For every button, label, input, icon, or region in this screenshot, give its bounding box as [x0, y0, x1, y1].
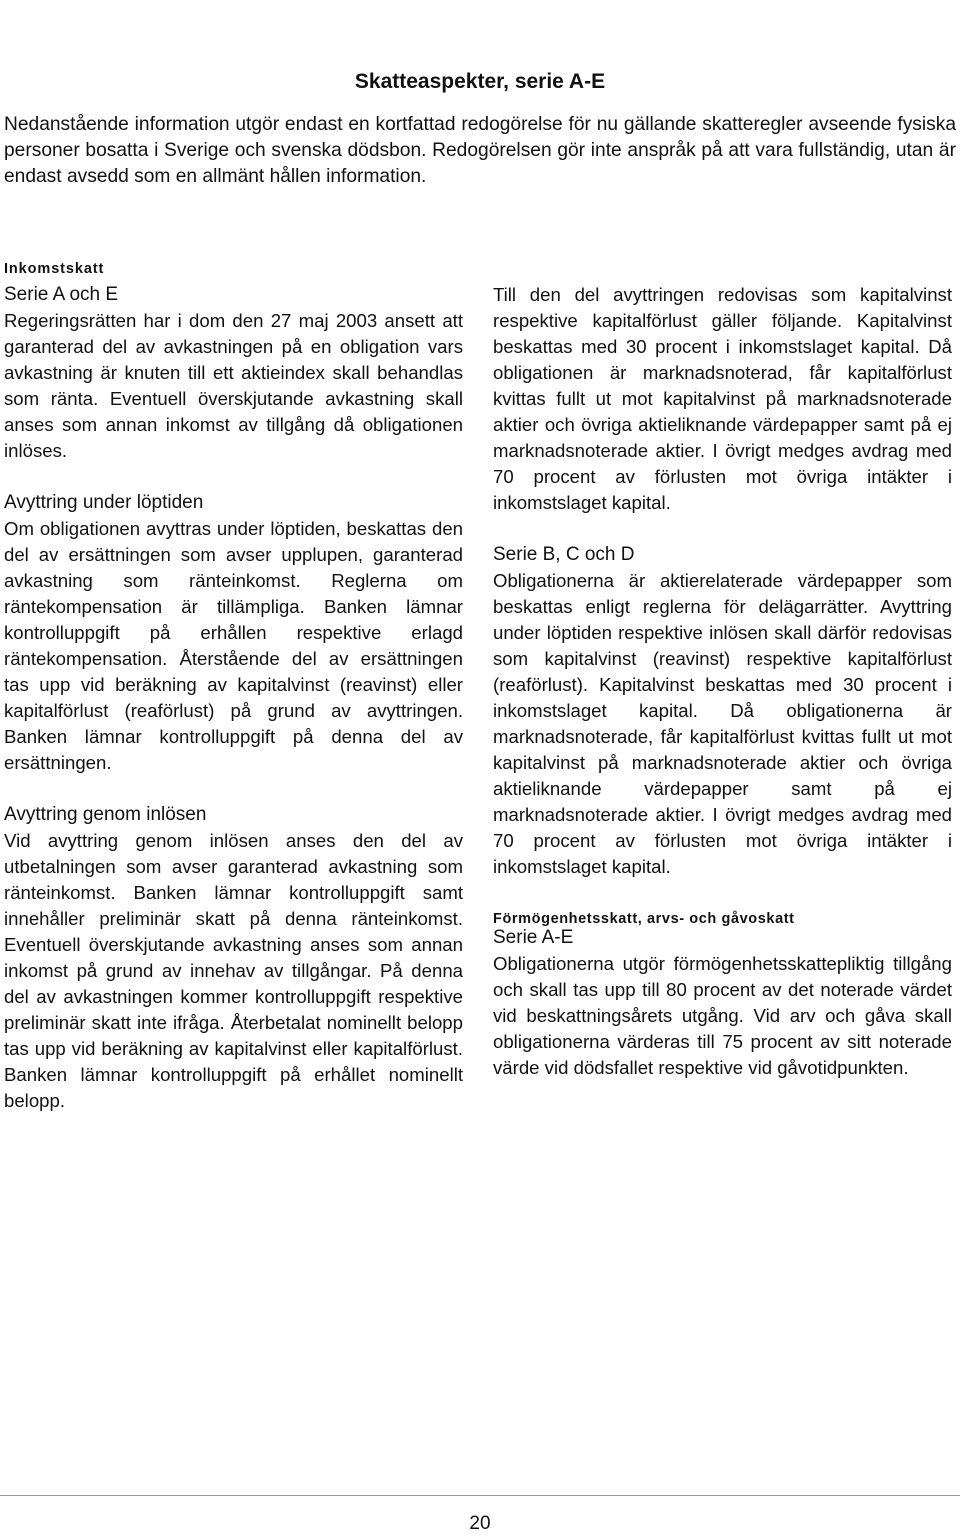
section-heading-formogenhetsskatt: Förmögenhetsskatt, arvs- och gåvoskatt: [493, 911, 795, 927]
subheading-avyttring-genom-inlosen: Avyttring genom inlösen: [4, 804, 207, 825]
page-title-text: Skatteaspekter, serie A-E: [354, 70, 606, 93]
paragraph-serie-b-c-och-d: Obligationerna är aktierelaterade värdepapper som beskattas enligt reglerna för delägarrätter. Avyttring under löptiden respektive inlösen skall därför redovisas som kapitalvinst (reavinst) respektive kapitalförlust (reaförlust). Kapitalvinst beskattas med 30 procent i inkomstslaget kapital. Då obligationerna är marknadsnoterade, får kapitalförlust kvittas fullt ut mot kapitalvinst på marknadsnoterade aktier och övriga aktieliknande värdepapper samt på ej marknadsnoterade aktier. I övrigt medges avdrag med 70 procent av förlusten mot övriga intäkter i inkomstslaget kapital.: [493, 570, 952, 877]
paragraph-serie-a-och-e: Regeringsrätten har i dom den 27 maj 2003 ansett att garanterad del av avkastningen på en obligation vars avkastning är knuten till ett aktieindex skall behandlas som ränta. Eventuell överskjutande avkastning skall anses som annan inkomst av tillgång då obligationen inlöses.: [4, 310, 463, 461]
left-column: [4, 256, 463, 1140]
section-kapitalvinst: [493, 282, 952, 516]
paragraph-avyttring-under-loptiden: Om obligationen avyttras under löptiden, beskattas den del av ersättningen som avser upplupen, garanterad avkastning som ränteinkomst. Reglerna om räntekompensation är tillämpliga. Banken lämnar kontrolluppgift på erhållen respektive erlagd räntekompensation. Återstående del av ersättningen tas upp vid beräkning av kapitalvinst (reavinst) eller kapitalförlust (reaförlust) på grund av avyttringen. Banken lämnar kontrolluppgift på denna del av ersättningen.: [4, 518, 463, 773]
section-avyttring-genom-inlosen: [4, 802, 463, 1114]
page-number: 20: [469, 1513, 491, 1534]
subheading-serie-a-och-e: Serie A och E: [4, 284, 119, 305]
subheading-serie-a-e: Serie A-E: [493, 927, 574, 948]
section-serie-a-och-e: [4, 282, 463, 464]
paragraph-kapitalvinst: Till den del avyttringen redovisas som kapitalvinst respektive kapitalförlust gäller följande. Kapitalvinst beskattas med 30 procent i inkomstslaget kapital. Då obligationen är marknadsnoterad, får kapitalförlust kvittas fullt ut mot kapitalvinst på marknadsnoterade aktier och övriga aktieliknande värdepapper samt på ej marknadsnoterade aktier. I övrigt medges avdrag med 70 procent av förlusten mot övriga intäkter i inkomstslaget kapital.: [493, 284, 952, 513]
subheading-avyttring-under-loptiden: Avyttring under löptiden: [4, 492, 204, 513]
page-title: [0, 70, 960, 94]
section-heading-inkomstskatt: Inkomstskatt: [4, 261, 105, 277]
section-serie-b-c-och-d: [493, 542, 952, 880]
section-formogenhetsskatt: [493, 906, 952, 1081]
footer-divider: [0, 1495, 960, 1496]
subheading-serie-b-c-och-d: Serie B, C och D: [493, 544, 635, 565]
paragraph-avyttring-genom-inlosen: Vid avyttring genom inlösen anses den del av utbetalningen som avser garanterad avkastning som ränteinkomst. Banken lämnar kontrolluppgift samt innehåller preliminär skatt på denna ränteinkomst. Eventuell överskjutande avkastning anses som annan inkomst på grund av innehav av tillgångar. På denna del av avkastningen kommer kontrolluppgift respektive preliminär skatt inte ifråga. Återbetalat nominellt belopp tas upp vid beräkning av kapitalvinst eller kapitalförlust. Banken lämnar kontrolluppgift på erhållet nominellt belopp.: [4, 830, 463, 1111]
right-column: [493, 256, 952, 1107]
intro-paragraph: Nedanstående information utgör endast en kortfattad redogörelse för nu gällande skatteregler avseende fysiska personer bosatta i Sverige och svenska dödsbon. Redogörelsen gör inte anspråk på att vara fullständig, utan är endast avsedd som en allmänt hållen information.: [4, 114, 956, 187]
section-avyttring-under-loptiden: [4, 490, 463, 776]
paragraph-formogenhetsskatt: Obligationerna utgör förmögenhetsskattepliktig tillgång och skall tas upp till 80 procent av det noterade värdet vid beskattningsårets utgång. Vid arv och gåva skall obligationerna värderas till 75 procent av sitt noterade värde vid dödsfallet respektive vid gåvotidpunkten.: [493, 953, 952, 1078]
